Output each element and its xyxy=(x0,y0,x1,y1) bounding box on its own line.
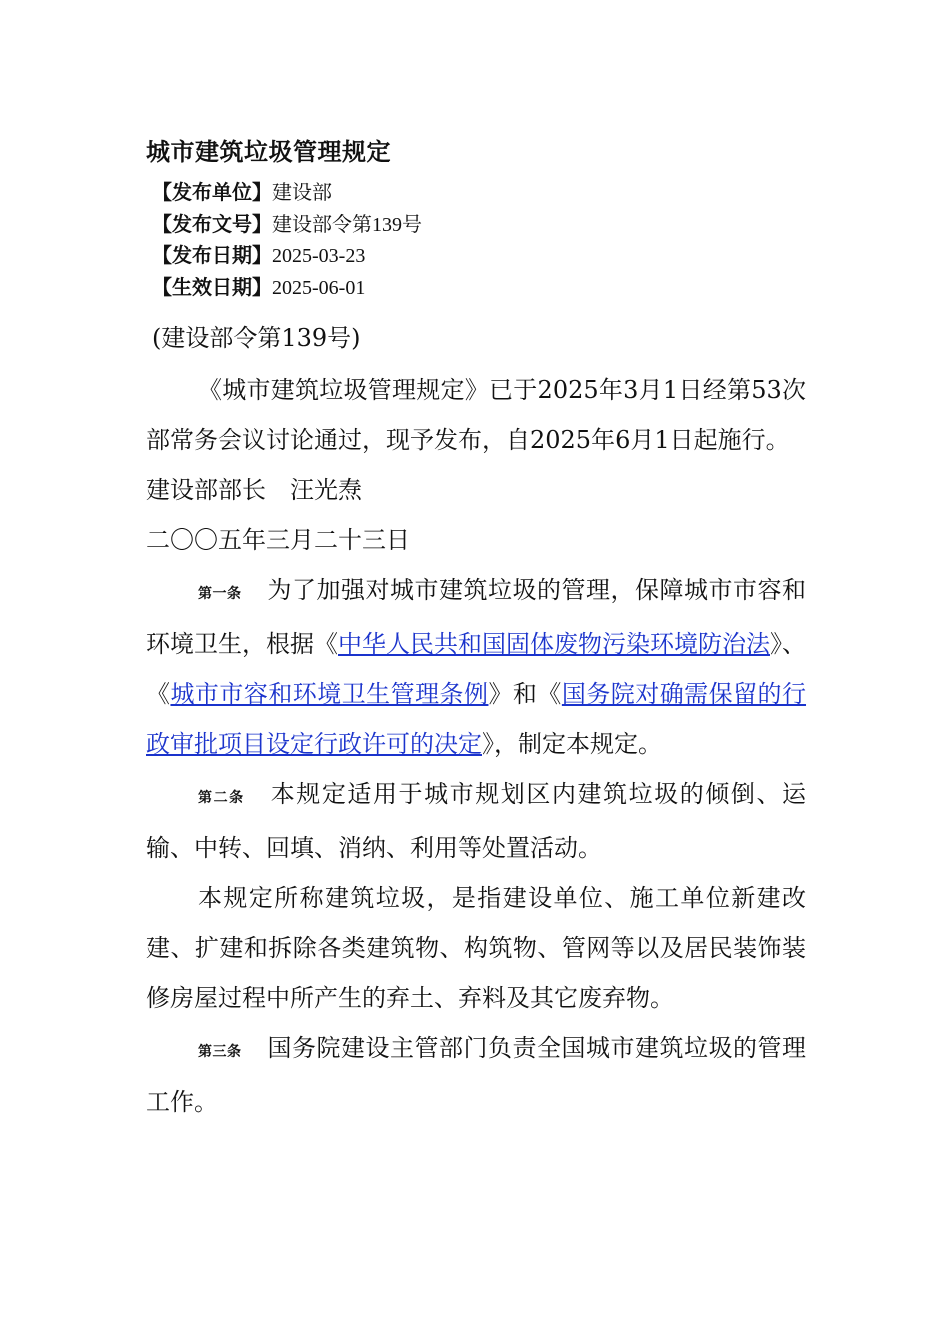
law-link-state-council-decision[interactable]: 国务院对确需保留的行政审批项目设定行政许可的决定 xyxy=(146,680,807,758)
meta-pubdate-value: 2025-03-23 xyxy=(272,245,366,267)
meta-pubdate xyxy=(152,241,422,273)
meta-publisher xyxy=(152,178,422,210)
signature-date: 二〇〇五年三月二十三日 xyxy=(146,526,410,554)
meta-effdate-value: 2025-06-01 xyxy=(272,276,366,299)
law-link-solid-waste[interactable]: 中华人民共和国固体废物污染环境防治法 xyxy=(338,630,770,658)
document-meta xyxy=(152,178,422,304)
article-2-label: 第二条 xyxy=(198,790,245,806)
article-3-text: 国务院建设主管部门负责全国城市建筑垃圾的管理工作。 xyxy=(146,1034,806,1116)
preamble-paragraph: 《城市建筑垃圾管理规定》已于2025年3月1日经第53次部常务会议讨论通过，现予发布，自2025年6月1日起施行。 xyxy=(146,376,806,454)
signature-minister: 建设部部长 汪光焘 xyxy=(146,476,362,504)
law-link-city-sanitation[interactable]: 城市市容和环境卫生管理条例 xyxy=(170,680,489,708)
meta-docno-value: 建设部令第139号 xyxy=(272,213,422,236)
meta-pubdate-label: 【发布日期】 xyxy=(152,245,272,267)
document-body xyxy=(146,365,806,1127)
article-1-sep2: 》和《 xyxy=(488,680,562,708)
meta-effdate xyxy=(152,273,422,305)
article-1-label: 第一条 xyxy=(198,586,242,602)
article-1-sep1: 》、《 xyxy=(146,630,806,708)
document-title: 城市建筑垃圾管理规定 xyxy=(146,138,391,166)
decree-number: (建设部令第139号) xyxy=(152,324,361,352)
meta-docno xyxy=(152,210,422,242)
article-3 xyxy=(146,1023,806,1127)
article-1-text-before: 为了加强对城市建筑垃圾的管理，保障城市市容和环境卫生，根据《 xyxy=(146,576,806,658)
meta-docno-label: 【发布文号】 xyxy=(152,213,272,236)
article-2-text: 本规定适用于城市规划区内建筑垃圾的倾倒、运输、中转、回填、消纳、利用等处置活动。 xyxy=(146,780,807,862)
article-2 xyxy=(146,769,806,873)
article-3-label: 第三条 xyxy=(198,1044,242,1060)
article-1-text-after: 》，制定本规定。 xyxy=(482,730,662,758)
article-2-paragraph-2: 本规定所称建筑垃圾，是指建设单位、施工单位新建改建、扩建和拆除各类建筑物、构筑物、管网等以及居民装饰装修房屋过程中所产生的弃土、弃料及其它废弃物。 xyxy=(146,884,806,1012)
meta-publisher-value: 建设部 xyxy=(272,182,332,204)
meta-effdate-label: 【生效日期】 xyxy=(152,276,272,299)
meta-publisher-label: 【发布单位】 xyxy=(152,182,272,204)
article-1 xyxy=(146,565,806,769)
